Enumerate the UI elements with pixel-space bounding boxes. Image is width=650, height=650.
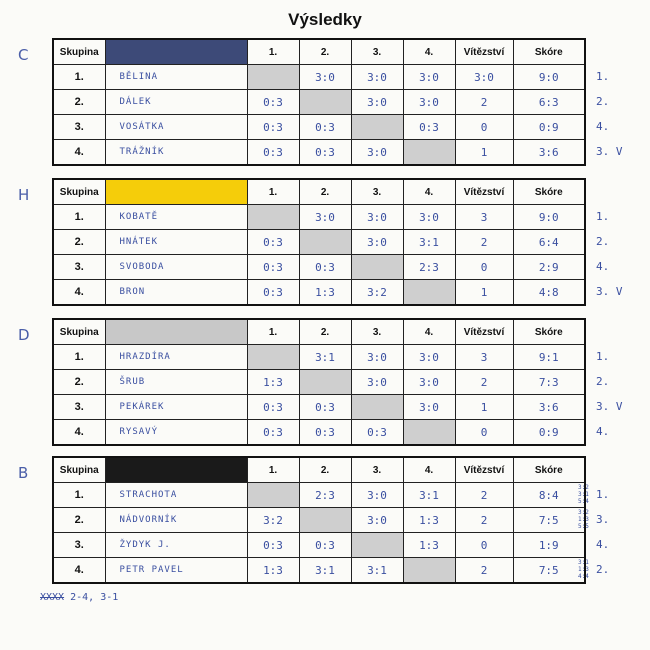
match-result: 0:3 [247, 90, 299, 115]
match-result: 2:3 [403, 255, 455, 280]
header-vitezstvi: Vítězství [455, 39, 513, 65]
tiebreak-line: 1:3 [578, 566, 589, 573]
final-rank: 4. [596, 120, 610, 133]
match-result: 3:0 [351, 230, 403, 255]
table-row [53, 533, 585, 558]
row-number: 3. [53, 115, 105, 140]
tiebreak-line: 5:4 [578, 498, 589, 505]
group-table [52, 178, 586, 306]
tiebreak-line: 4:4 [578, 573, 589, 580]
tiebreak-line: 3:1 [578, 491, 589, 498]
score-total: 7:5 [513, 558, 585, 584]
wins-count: 1 [455, 140, 513, 166]
tiebreak-line: 3:2 [578, 484, 589, 491]
table-row [53, 90, 585, 115]
match-result: 3:0 [351, 140, 403, 166]
header-vitezstvi: Vítězství [455, 457, 513, 483]
wins-count: 3:0 [455, 65, 513, 90]
footnote-text: 2-4, 3-1 [70, 592, 119, 603]
row-number: 3. [53, 255, 105, 280]
group-letter: H [18, 186, 30, 204]
match-result: 2:3 [299, 483, 351, 508]
wins-count: 0 [455, 255, 513, 280]
match-result: 0:3 [299, 115, 351, 140]
row-number: 4. [53, 558, 105, 584]
match-result: 0:3 [247, 280, 299, 306]
header-col1: 1. [247, 39, 299, 65]
match-result [299, 230, 351, 255]
player-name: HRAZDÍRA [105, 345, 247, 370]
match-result: 0:3 [299, 140, 351, 166]
header-col1: 1. [247, 319, 299, 345]
header-skore: Skóre [513, 39, 585, 65]
match-result: 3:1 [403, 230, 455, 255]
match-result: 1:3 [299, 280, 351, 306]
wins-count: 2 [455, 370, 513, 395]
header-col3: 3. [351, 457, 403, 483]
header-col4: 4. [403, 457, 455, 483]
row-number: 2. [53, 370, 105, 395]
match-result: 3:0 [351, 205, 403, 230]
match-result [247, 205, 299, 230]
tiebreak-line: 5:5 [578, 523, 589, 530]
match-result [299, 370, 351, 395]
match-result: 3:0 [351, 345, 403, 370]
match-result [351, 395, 403, 420]
player-name: RYSAVÝ [105, 420, 247, 446]
score-total: 9:0 [513, 65, 585, 90]
header-skore: Skóre [513, 179, 585, 205]
table-row [53, 140, 585, 166]
tiebreak-line: 3:1 [578, 559, 589, 566]
row-number: 4. [53, 140, 105, 166]
row-number: 3. [53, 533, 105, 558]
match-result: 0:3 [299, 420, 351, 446]
final-rank: 4. [596, 425, 610, 438]
player-name: HNÁTEK [105, 230, 247, 255]
tiebreak-line: 1:3 [578, 516, 589, 523]
final-rank: 2. [596, 235, 610, 248]
player-name: SVOBODA [105, 255, 247, 280]
row-number: 4. [53, 280, 105, 306]
player-name: NÁDVORNÍK [105, 508, 247, 533]
header-col2: 2. [299, 179, 351, 205]
final-rank: 3. V [596, 400, 623, 413]
wins-count: 0 [455, 533, 513, 558]
match-result: 0:3 [299, 255, 351, 280]
match-result: 3:0 [403, 90, 455, 115]
match-result [247, 483, 299, 508]
table-row [53, 370, 585, 395]
match-result [403, 558, 455, 584]
group-color-swatch [105, 457, 247, 483]
score-total: 7:5 [513, 508, 585, 533]
header-col1: 1. [247, 179, 299, 205]
header-col2: 2. [299, 457, 351, 483]
header-col1: 1. [247, 457, 299, 483]
score-total: 6:3 [513, 90, 585, 115]
table-header-row [53, 457, 585, 483]
score-total: 7:3 [513, 370, 585, 395]
row-number: 1. [53, 65, 105, 90]
match-result: 1:3 [247, 558, 299, 584]
player-name: PETR PAVEL [105, 558, 247, 584]
score-total: 9:0 [513, 205, 585, 230]
match-result: 0:3 [299, 395, 351, 420]
table-row [53, 230, 585, 255]
player-name: KOBATĚ [105, 205, 247, 230]
match-result: 0:3 [351, 420, 403, 446]
group-letter: C [18, 46, 29, 64]
row-number: 1. [53, 483, 105, 508]
group-letter: B [18, 464, 29, 482]
player-name: DÁLEK [105, 90, 247, 115]
final-rank: 3. V [596, 285, 623, 298]
table-row [53, 255, 585, 280]
match-result: 3:0 [403, 65, 455, 90]
row-number: 2. [53, 90, 105, 115]
table-row [53, 280, 585, 306]
final-rank: 2. [596, 375, 610, 388]
header-col3: 3. [351, 179, 403, 205]
match-result: 3:1 [403, 483, 455, 508]
header-vitezstvi: Vítězství [455, 319, 513, 345]
tiebreak-line: 3:2 [578, 509, 589, 516]
table-header-row [53, 39, 585, 65]
match-result: 3:1 [351, 558, 403, 584]
table-row [53, 65, 585, 90]
match-result [351, 115, 403, 140]
wins-count: 2 [455, 483, 513, 508]
player-name: ŠRUB [105, 370, 247, 395]
score-total: 3:6 [513, 395, 585, 420]
header-vitezstvi: Vítězství [455, 179, 513, 205]
group-color-swatch [105, 39, 247, 65]
header-skupina: Skupina [53, 39, 105, 65]
match-result: 3:2 [247, 508, 299, 533]
match-result: 3:0 [299, 205, 351, 230]
table-row [53, 508, 585, 533]
score-total: 8:4 [513, 483, 585, 508]
header-col2: 2. [299, 319, 351, 345]
page-title: Výsledky [288, 10, 362, 29]
match-result: 0:3 [247, 140, 299, 166]
match-result: 0:3 [247, 230, 299, 255]
row-number: 1. [53, 205, 105, 230]
group-table [52, 318, 586, 446]
match-result: 3:1 [299, 558, 351, 584]
header-col2: 2. [299, 39, 351, 65]
footnote: XXXX 2-4, 3-1 [40, 592, 119, 603]
final-rank: 1. [596, 350, 610, 363]
match-result [247, 65, 299, 90]
match-result: 0:3 [247, 395, 299, 420]
header-col4: 4. [403, 179, 455, 205]
wins-count: 2 [455, 230, 513, 255]
match-result: 3:0 [351, 370, 403, 395]
match-result [351, 255, 403, 280]
header-skupina: Skupina [53, 457, 105, 483]
match-result: 3:2 [351, 280, 403, 306]
group-color-swatch [105, 179, 247, 205]
table-header-row [53, 179, 585, 205]
header-skupina: Skupina [53, 179, 105, 205]
player-name: ŽYDYK J. [105, 533, 247, 558]
wins-count: 2 [455, 90, 513, 115]
match-result [299, 90, 351, 115]
group-color-swatch [105, 319, 247, 345]
score-total: 0:9 [513, 115, 585, 140]
match-result: 3:0 [403, 345, 455, 370]
wins-count: 2 [455, 508, 513, 533]
row-number: 1. [53, 345, 105, 370]
table-row [53, 483, 585, 508]
score-total: 6:4 [513, 230, 585, 255]
match-result: 0:3 [247, 533, 299, 558]
group-letter: D [18, 326, 30, 344]
table-row [53, 115, 585, 140]
table-row [53, 395, 585, 420]
score-total: 2:9 [513, 255, 585, 280]
table-row [53, 558, 585, 584]
match-result [403, 420, 455, 446]
header-col4: 4. [403, 319, 455, 345]
player-name: VOSÁTKA [105, 115, 247, 140]
match-result: 0:3 [403, 115, 455, 140]
header-col4: 4. [403, 39, 455, 65]
table-row [53, 205, 585, 230]
group-table [52, 38, 586, 166]
player-name: STRACHOTA [105, 483, 247, 508]
final-rank: 1. [596, 70, 610, 83]
match-result: 3:0 [299, 65, 351, 90]
header-skore: Skóre [513, 319, 585, 345]
wins-count: 0 [455, 420, 513, 446]
final-rank: 4. [596, 538, 610, 551]
player-name: TRÁŽNÍK [105, 140, 247, 166]
match-result: 3:0 [403, 205, 455, 230]
row-number: 2. [53, 230, 105, 255]
group-table [52, 456, 586, 584]
match-result: 1:3 [247, 370, 299, 395]
score-total: 3:6 [513, 140, 585, 166]
score-total: 0:9 [513, 420, 585, 446]
wins-count: 2 [455, 558, 513, 584]
wins-count: 1 [455, 280, 513, 306]
final-rank: 4. [596, 260, 610, 273]
match-result: 0:3 [247, 420, 299, 446]
header-col3: 3. [351, 319, 403, 345]
match-result: 0:3 [247, 115, 299, 140]
wins-count: 3 [455, 205, 513, 230]
match-result: 3:0 [351, 483, 403, 508]
match-result: 3:0 [351, 90, 403, 115]
row-number: 4. [53, 420, 105, 446]
match-result: 3:0 [403, 370, 455, 395]
row-number: 2. [53, 508, 105, 533]
table-header-row [53, 319, 585, 345]
match-result: 1:3 [403, 508, 455, 533]
player-name: BRON [105, 280, 247, 306]
final-rank: 2. [596, 563, 610, 576]
final-rank: 1. [596, 488, 610, 501]
score-total: 9:1 [513, 345, 585, 370]
table-row [53, 345, 585, 370]
match-result: 0:3 [247, 255, 299, 280]
wins-count: 0 [455, 115, 513, 140]
match-result [403, 140, 455, 166]
table-row [53, 420, 585, 446]
header-skore: Skóre [513, 457, 585, 483]
header-skupina: Skupina [53, 319, 105, 345]
match-result: 3:0 [351, 508, 403, 533]
final-rank: 3. [596, 513, 610, 526]
match-result [299, 508, 351, 533]
final-rank: 3. V [596, 145, 623, 158]
match-result: 0:3 [299, 533, 351, 558]
final-rank: 2. [596, 95, 610, 108]
row-number: 3. [53, 395, 105, 420]
final-rank: 1. [596, 210, 610, 223]
header-col3: 3. [351, 39, 403, 65]
match-result [247, 345, 299, 370]
match-result: 3:0 [351, 65, 403, 90]
match-result: 3:1 [299, 345, 351, 370]
match-result [351, 533, 403, 558]
match-result [403, 280, 455, 306]
wins-count: 1 [455, 395, 513, 420]
player-name: PEKÁREK [105, 395, 247, 420]
player-name: BĚLINA [105, 65, 247, 90]
wins-count: 3 [455, 345, 513, 370]
score-total: 4:8 [513, 280, 585, 306]
match-result: 3:0 [403, 395, 455, 420]
match-result: 1:3 [403, 533, 455, 558]
score-total: 1:9 [513, 533, 585, 558]
